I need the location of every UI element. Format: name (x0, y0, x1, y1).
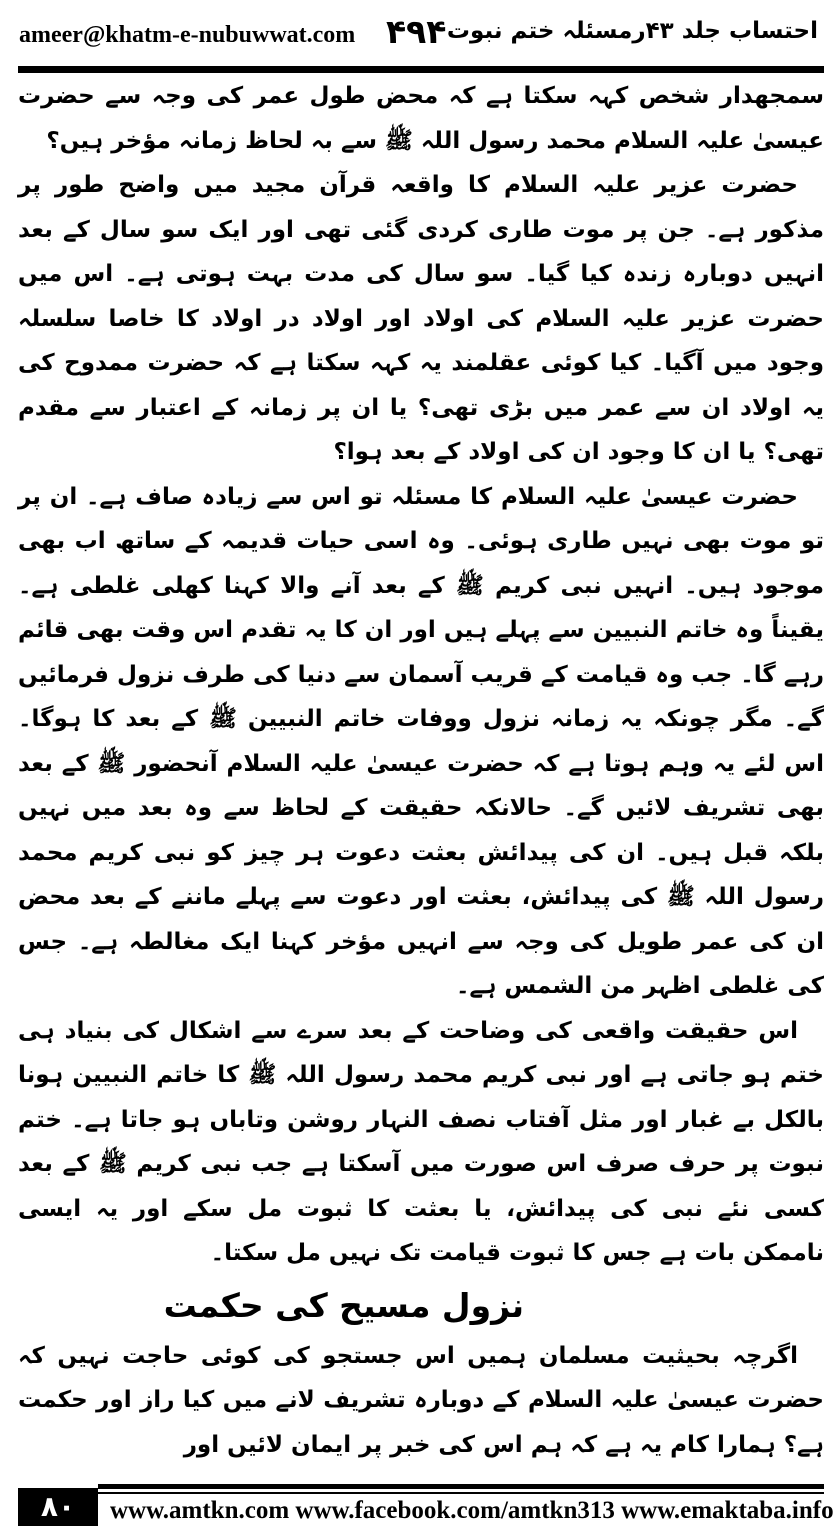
page-header (0, 0, 840, 78)
page-number: ۴۹۴ (386, 12, 447, 51)
paragraph-4: اس حقیقت واقعی کی وضاحت کے بعد سرے سے اشکال کی بنیاد ہی ختم ہو جاتی ہے اور نبی کریم محمد رسول اللہ ﷺ کا خاتم النبیین ہونا بالکل بے غبار اور مثل آفتاب نصف النہار روشن وتاباں ہو جاتا ہے۔ ختم نبوت پر حرف صرف اس صورت میں آسکتا ہے جب نبی کریم ﷺ کے بعد کسی نئے نبی کی پیدائش، یا بعثت کا ثبوت مل سکے اور یہ ایسی ناممکن بات ہے جس کا ثبوت قیامت تک نہیں مل سکتا۔ (18, 1017, 824, 1266)
page-footer (0, 1480, 840, 1540)
paragraph-1: سمجھدار شخص کہہ سکتا ہے کہ محض طول عمر کی وجہ سے حضرت عیسیٰ علیہ السلام محمد رسول اللہ ﷺ سے بہ لحاظ زمانہ مؤخر ہیں؟ (18, 83, 824, 154)
book-title: احتساب جلد ۴۳رمسئلہ ختم نبوت (446, 18, 818, 44)
footer-links: www.amtkn.com www.facebook.com/amtkn313 www.emaktaba.info (110, 1497, 834, 1524)
paragraph-5: اگرچہ بحیثیت مسلمان ہمیں اس جستجو کی کوئی حاجت نہیں کہ حضرت عیسیٰ علیہ السلام کے دوبارہ تشریف لانے میں کیا راز اور حکمت ہے؟ ہمارا کام یہ ہے کہ ہم اس کی خبر پر ایمان لائیں اور (18, 1342, 824, 1458)
paragraph-3: حضرت عیسیٰ علیہ السلام کا مسئلہ تو اس سے زیادہ صاف ہے۔ ان پر تو موت بھی نہیں طاری ہوئی۔ وہ اسی حیات قدیمہ کے ساتھ اب بھی موجود ہیں۔ انہیں نبی کریم ﷺ کے بعد آنے والا کہنا کھلی غلطی ہے۔ یقیناً وہ خاتم النبیین سے پہلے ہیں اور ان کا یہ تقدم اس وقت بھی قائم رہے گا۔ جب وہ قیامت کے قریب آسمان سے دنیا کی طرف نزول فرمائیں گے۔ مگر چونکہ یہ زمانہ نزول ووفات خاتم النبیین ﷺ کے بعد کا ہوگا۔ اس لئے یہ وہم ہوتا ہے کہ حضرت عیسیٰ علیہ السلام آنحضور ﷺ کے بعد بھی تشریف لائیں گے۔ حالانکہ حقیقت کے لحاظ سے وہ بعد میں نہیں بلکہ قبل ہیں۔ ان کی پیدائش بعثت دعوت ہر چیز کو نبی کریم محمد رسول اللہ ﷺ کی پیدائش، بعثت اور دعوت سے پہلے ماننے کے بعد محض ان کی عمر طویل کی وجہ سے انہیں مؤخر کہنا ایک مغالطہ ہے۔ جس کی غلطی اظہر من الشمس ہے۔ (18, 483, 824, 999)
page-body (18, 74, 824, 1467)
folio-number: ۸۰ (18, 1488, 98, 1526)
footer-rule-thick (98, 1484, 824, 1489)
paragraph-2: حضرت عزیر علیہ السلام کا واقعہ قرآن مجید میں واضح طور پر مذکور ہے۔ جن پر موت طاری کردی گئی تھی اور ایک سو سال کے بعد انہیں دوبارہ زندہ کیا گیا۔ سو سال کی مدت بہت ہوتی ہے۔ اس میں حضرت عزیر علیہ السلام کی اولاد اور اولاد در اولاد کا خاصا سلسلہ وجود میں آگیا۔ کیا کوئی عقلمند یہ کہہ سکتا ہے کہ حضرت ممدوح کی یہ اولاد ان سے عمر میں بڑی تھی؟ یا ان پر زمانہ کے اعتبار سے مقدم تھی؟ یا ان کا وجود ان کی اولاد کے بعد ہوا؟ (18, 172, 824, 465)
section-heading: نزول مسیح کی حکمت (163, 1285, 524, 1325)
header-email: ameer@khatm-e-nubuwwat.com (19, 22, 356, 48)
footer-rule-thin (98, 1492, 824, 1494)
header-rule (18, 66, 824, 73)
